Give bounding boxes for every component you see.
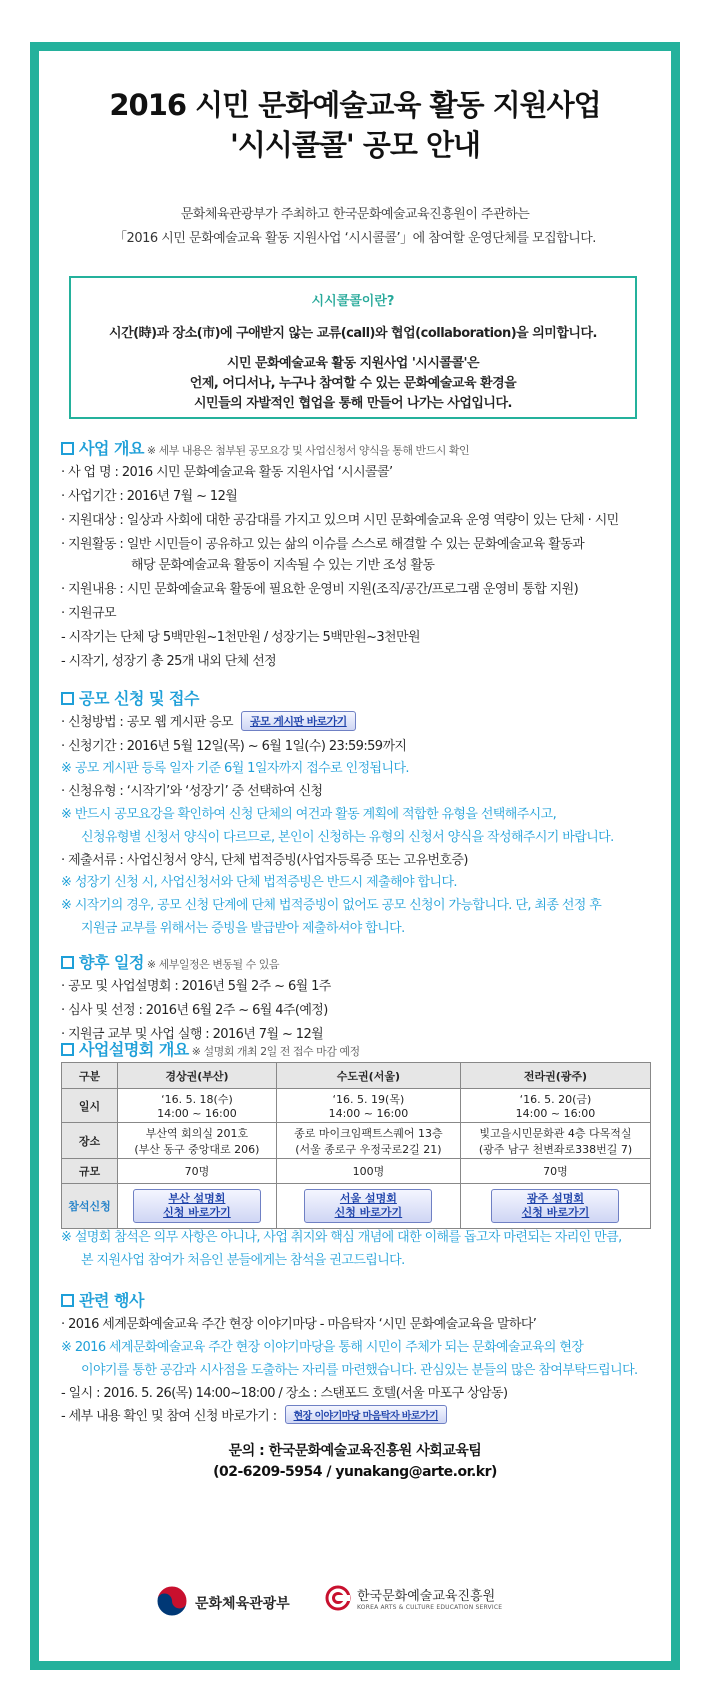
scale-cell: 70명 <box>118 1159 277 1184</box>
schedule-heading: 향후 일정 ※ 세부일정은 변동될 수 있음 <box>61 950 279 973</box>
application-note: 신청유형별 신청서 양식이 다르므로, 본인이 신청하는 유형의 신청서 양식을 작성해주시기 바랍니다. <box>81 830 614 845</box>
table-corner: 구분 <box>62 1063 118 1089</box>
page-title-line1: 2016 시민 문화예술교육 활동 지원사업 <box>109 88 601 122</box>
checkbox-square-icon <box>61 692 74 705</box>
events-line: · 2016 세계문화예술교육 주간 현장 이야기마당 - 마음탁자 ‘시민 문화예술교육을 말하다’ <box>61 1317 537 1332</box>
schedule-line: · 심사 및 선정 : 2016년 6월 2주 ~ 6월 4주(예정) <box>61 1003 328 1018</box>
gwangju-briefing-button[interactable]: 광주 설명회 신청 바로가기 <box>491 1189 619 1223</box>
arte-logo-subtext: KOREA ARTS & CULTURE EDUCATION SERVICE <box>357 1604 503 1611</box>
place-cell: 종로 마이크임팩트스퀘어 13층 (서울 종로구 우정국로2길 21) <box>276 1123 460 1159</box>
application-note: ※ 성장기 신청 시, 사업신청서와 단체 법적증빙은 반드시 제출해야 합니다. <box>61 875 457 890</box>
taegeuk-icon <box>155 1584 189 1618</box>
application-type: · 신청유형 : ‘시작기’와 ‘성장기’ 중 선택하여 신청 <box>61 784 323 799</box>
briefing-note: 본 지원사업 참여가 처음인 분들에게는 참석을 권고드립니다. <box>81 1253 405 1268</box>
row-header-join: 참석신청 <box>62 1184 118 1229</box>
overview-line: - 시작기, 성장기 총 25개 내외 단체 선정 <box>61 654 277 669</box>
overview-line: · 지원내용 : 시민 문화예술교육 활동에 필요한 운영비 지원(조직/공간/프로그램 운영비 통합 지원) <box>61 582 579 597</box>
definition-box <box>69 276 637 419</box>
region-header: 경상권(부산) <box>118 1063 277 1089</box>
overview-line: · 지원활동 : 일반 시민들이 공유하고 있는 삶의 이슈를 스스로 해결할 수 있는 문화예술교육 활동과 <box>61 537 585 552</box>
seoul-briefing-button[interactable]: 서울 설명회 신청 바로가기 <box>304 1189 432 1223</box>
overview-heading: 사업 개요 ※ 세부 내용은 첨부된 공모요강 및 사업신청서 양식을 통해 반드시 확인 <box>61 436 469 459</box>
briefing-table <box>61 1062 651 1229</box>
scale-cell: 70명 <box>460 1159 650 1184</box>
busan-briefing-button[interactable]: 부산 설명회 신청 바로가기 <box>133 1189 261 1223</box>
date-cell: ‘16. 5. 19(목) 14:00 ~ 16:00 <box>276 1089 460 1123</box>
application-method: · 신청방법 : 공모 웹 게시판 응모 공모 게시판 바로가기 <box>61 711 356 731</box>
mcst-logo <box>155 1585 315 1617</box>
arte-logo <box>325 1583 525 1617</box>
overview-line: · 사업기간 : 2016년 7월 ~ 12월 <box>61 489 238 504</box>
application-note: ※ 시작기의 경우, 공모 신청 단계에 단체 법적증빙이 없어도 공모 신청이 가능합니다. 단, 최종 선정 후 <box>61 898 602 913</box>
checkbox-square-icon <box>61 956 74 969</box>
region-header: 전라권(광주) <box>460 1063 650 1089</box>
scale-cell: 100명 <box>276 1159 460 1184</box>
mcst-logo-text: 문화체육관광부 <box>195 1596 290 1612</box>
join-cell <box>118 1184 277 1229</box>
overview-line: - 시작기는 단체 당 5백만원~1천만원 / 성장기는 5백만원~3천만원 <box>61 630 420 645</box>
board-link-button[interactable]: 공모 게시판 바로가기 <box>241 711 356 731</box>
table-row <box>62 1159 651 1184</box>
contact-line2: (02-6209-5954 / yunakang@arte.or.kr) <box>213 1464 497 1480</box>
contact-line1: 문의 : 한국문화예술교육진흥원 사회교육팀 <box>228 1443 482 1459</box>
place-cell: 부산역 회의실 201호 (부산 동구 중앙대로 206) <box>118 1123 277 1159</box>
definition-line4: 시민들의 자발적인 협업을 통해 만들어 나가는 사업입니다. <box>194 396 512 411</box>
table-row <box>62 1184 651 1229</box>
events-line: - 세부 내용 확인 및 참여 신청 바로가기 : 현장 이야기마당 마음탁자 바로가기 <box>61 1405 447 1424</box>
place-cell: 빛고을시민문화관 4층 다목적실 (광주 남구 천변좌로338번길 7) <box>460 1123 650 1159</box>
intro-line2: 「2016 시민 문화예술교육 활동 지원사업 ‘시시콜콜’」에 참여할 운영단체를 모집합니다. <box>114 231 596 246</box>
overview-line: 해당 문화예술교육 활동이 지속될 수 있는 기반 조성 활동 <box>131 558 435 573</box>
date-cell: ‘16. 5. 18(수) 14:00 ~ 16:00 <box>118 1089 277 1123</box>
briefing-heading: 사업설명회 개요 ※ 설명회 개최 2일 전 접수 마감 예정 <box>61 1037 360 1060</box>
application-note: ※ 공모 게시판 등록 일자 기준 6월 1일자까지 접수로 인정됩니다. <box>61 761 409 776</box>
definition-heading: 시시콜콜이란? <box>311 294 395 309</box>
intro-line1: 문화체육관광부가 주최하고 한국문화예술교육진흥원이 주관하는 <box>180 207 530 222</box>
row-header-date: 일시 <box>62 1089 118 1123</box>
overview-note: ※ 세부 내용은 첨부된 공모요강 및 사업신청서 양식을 통해 반드시 확인 <box>146 444 470 457</box>
table-row <box>62 1123 651 1159</box>
definition-line2: 시민 문화예술교육 활동 지원사업 '시시콜콜'은 <box>226 356 480 371</box>
definition-line3: 언제, 어디서나, 누구나 참여할 수 있는 문화예술교육 환경을 <box>189 376 517 391</box>
overview-line: · 지원대상 : 일상과 사회에 대한 공감대를 가지고 있으며 시민 문화예술교육 운영 역량이 있는 단체 · 시민 <box>61 513 619 528</box>
date-cell: ‘16. 5. 20(금) 14:00 ~ 16:00 <box>460 1089 650 1123</box>
page-title-line2: '시시콜콜' 공모 안내 <box>229 128 481 162</box>
events-line: - 일시 : 2016. 5. 26(목) 14:00~18:00 / 장소 : 스탠포드 호텔(서울 마포구 상암동) <box>61 1386 508 1401</box>
arte-logo-text: 한국문화예술교육진흥원 <box>357 1589 496 1604</box>
schedule-line: · 지원금 교부 및 사업 실행 : 2016년 7월 ~ 12월 <box>61 1027 324 1042</box>
row-header-scale: 규모 <box>62 1159 118 1184</box>
table-header-row <box>62 1063 651 1089</box>
application-note: 지원금 교부를 위해서는 증빙을 발급받아 제출하셔야 합니다. <box>81 921 405 936</box>
schedule-note: ※ 세부일정은 변동될 수 있음 <box>146 958 279 971</box>
application-note: ※ 반드시 공모요강을 확인하여 신청 단체의 여건과 활동 계획에 적합한 유형을 선택해주시고, <box>61 807 557 822</box>
madang-link-button[interactable]: 현장 이야기마당 마음탁자 바로가기 <box>285 1405 448 1424</box>
briefing-note: ※ 설명회 개최 2일 전 접수 마감 예정 <box>191 1045 360 1058</box>
join-cell <box>460 1184 650 1229</box>
application-docs: · 제출서류 : 사업신청서 양식, 단체 법적증빙(사업자등록증 또는 고유번호증) <box>61 853 468 868</box>
schedule-line: · 공모 및 사업설명회 : 2016년 5월 2주 ~ 6월 1주 <box>61 979 331 994</box>
checkbox-square-icon <box>61 442 74 455</box>
table-row <box>62 1089 651 1123</box>
application-period: · 신청기간 : 2016년 5월 12일(목) ~ 6월 1일(수) 23:59:59까지 <box>61 739 407 754</box>
checkbox-square-icon <box>61 1043 74 1056</box>
overview-line: · 사 업 명 : 2016 시민 문화예술교육 활동 지원사업 ‘시시콜콜’ <box>61 465 393 480</box>
join-cell <box>276 1184 460 1229</box>
checkbox-square-icon <box>61 1294 74 1307</box>
events-note: 이야기를 통한 공감과 시사점을 도출하는 자리를 마련했습니다. 관심있는 분들의 많은 참여부탁드립니다. <box>81 1363 638 1378</box>
region-header: 수도권(서울) <box>276 1063 460 1089</box>
overview-line: · 지원규모 <box>61 606 116 621</box>
definition-line1: 시간(時)과 장소(市)에 구애받지 않는 교류(call)와 협업(collaboration)을 의미합니다. <box>109 326 597 341</box>
application-heading: 공모 신청 및 접수 <box>61 686 199 709</box>
briefing-note: ※ 설명회 참석은 의무 사항은 아니나, 사업 취지와 핵심 개념에 대한 이해를 돕고자 마련되는 자리인 만큼, <box>61 1230 622 1245</box>
arte-emblem-icon <box>325 1585 351 1611</box>
row-header-place: 장소 <box>62 1123 118 1159</box>
events-note: ※ 2016 세계문화예술교육 주간 현장 이야기마당을 통해 시민이 주체가 되는 문화예술교육의 현장 <box>61 1340 584 1355</box>
events-heading: 관련 행사 <box>61 1288 144 1311</box>
notice-frame <box>30 42 680 1670</box>
